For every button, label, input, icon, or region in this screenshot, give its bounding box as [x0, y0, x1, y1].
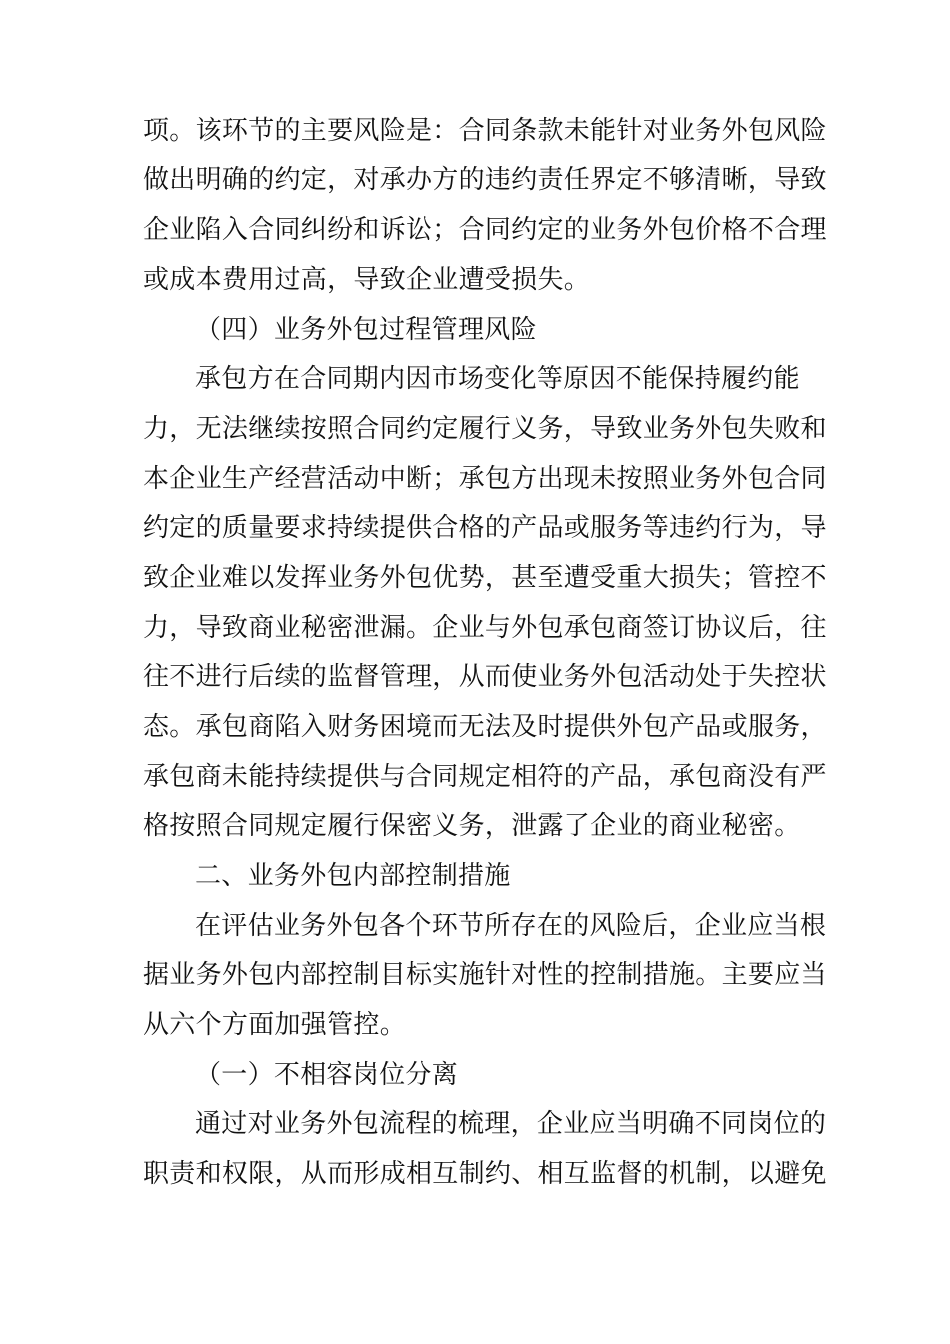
- paragraph-line: 通过对业务外包流程的梳理，企业应当明确不同岗位的: [195, 1109, 827, 1139]
- paragraph-line: 力，导致商业秘密泄漏。企业与外包承包商签订协议后，往: [143, 613, 827, 643]
- paragraph-line: 约定的质量要求持续提供合格的产品或服务等违约行为，导: [143, 513, 827, 543]
- paragraph-line: 致企业难以发挥业务外包优势，甚至遭受重大损失；管控不: [143, 563, 827, 593]
- paragraph-line: 承包方在合同期内因市场变化等原因不能保持履约能: [195, 364, 800, 394]
- section-heading: （一）不相容岗位分离: [195, 1060, 459, 1090]
- paragraph-line: 职责和权限，从而形成相互制约、相互监督的机制，以避免: [143, 1159, 827, 1189]
- section-heading: 二、业务外包内部控制措施: [195, 861, 511, 891]
- paragraph-line: 力，无法继续按照合同约定履行义务，导致业务外包失败和: [143, 414, 827, 444]
- paragraph-line: 或成本费用过高，导致企业遭受损失。: [143, 265, 591, 295]
- paragraph-line: 做出明确的约定，对承办方的违约责任界定不够清晰，导致: [143, 165, 827, 195]
- paragraph-line: 项。该环节的主要风险是：合同条款未能针对业务外包风险: [143, 116, 827, 146]
- paragraph-line: 承包商未能持续提供与合同规定相符的产品，承包商没有严: [143, 762, 827, 792]
- paragraph-line: 企业陷入合同纠纷和诉讼；合同约定的业务外包价格不合理: [143, 215, 827, 245]
- paragraph-line: 往不进行后续的监督管理，从而使业务外包活动处于失控状: [143, 662, 827, 692]
- paragraph-line: 据业务外包内部控制目标实施针对性的控制措施。主要应当: [143, 960, 827, 990]
- paragraph-line: 在评估业务外包各个环节所存在的风险后，企业应当根: [195, 911, 827, 941]
- section-heading: （四）业务外包过程管理风险: [195, 315, 537, 345]
- paragraph-line: 态。承包商陷入财务困境而无法及时提供外包产品或服务，: [143, 712, 827, 742]
- paragraph-line: 格按照合同规定履行保密义务，泄露了企业的商业秘密。: [143, 811, 801, 841]
- paragraph-line: 本企业生产经营活动中断；承包方出现未按照业务外包合同: [143, 464, 827, 494]
- paragraph-line: 从六个方面加强管控。: [143, 1010, 407, 1040]
